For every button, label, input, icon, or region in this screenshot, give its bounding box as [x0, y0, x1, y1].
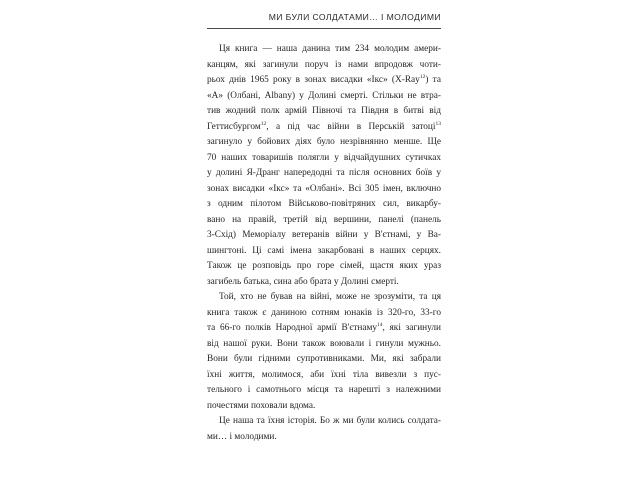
text-line: Геттисбургом$^{12}$, а під час війни в Перській затоці$^{13}$ [207, 120, 441, 132]
text-line: у долині Я-Дранг напередодні та після основних боїв у [207, 168, 441, 178]
running-header: МИ БУЛИ СОЛДАТАМИ… І МОЛОДИМИ [268, 12, 441, 22]
text-line: рьох днів 1965 року в зонах висадки «Ікс» (X-Ray$^{12}$) та [207, 73, 441, 85]
text-line: з одним пілотом Військово-повітряних сил, викарбу- [207, 199, 441, 209]
text-line: загибель батька, сина або брата у Долині смерті. [207, 276, 399, 287]
text-line: ми… і молодими. [207, 431, 277, 442]
text-line: від нашої руки. Вони також воювали і гинули мужньо. [207, 338, 441, 349]
text-line: тив жодний полк армій Півночі та Півдня в битві від [207, 106, 441, 116]
footnote-marker: 14 [377, 321, 383, 328]
text-line: канцям, які загинули поруч із нами впродовж чоти- [207, 59, 441, 70]
paragraph-1 [207, 42, 441, 290]
paragraph-3 [207, 414, 441, 445]
text-line: тельного і самотнього місця та нарешті з належними [207, 385, 441, 395]
text-line: Ця книга — наша данина тим 234 молодим амери- [219, 44, 441, 54]
text-line: вано на правій, третій від вершини, панелі (панель [207, 214, 441, 225]
text-line: їхні життя, молимося, аби їхні тіла вивезли з пус- [207, 369, 441, 380]
text-line: Також це розповідь про горе сімей, щастя яких ураз [207, 261, 441, 271]
body-text [207, 42, 441, 445]
text-line: книга також є даниною сотням юнаків із 320-го, 33-го [207, 307, 441, 318]
text-line: Той, хто не бував на війні, може не зрозуміти, та ця [219, 292, 441, 302]
paragraph-2 [207, 290, 441, 414]
text-line: 70 наших товаришів полягли у відчайдушних сутичках [207, 152, 441, 163]
header-rule [207, 28, 441, 29]
footnote-marker: 12 [260, 120, 267, 127]
text-line: шингтоні. Ці самі імена закарбовані в наших серцях. [207, 245, 441, 256]
text-line: «А» (Олбані, Albany) у Долині смерті. Стільки не втра- [207, 90, 441, 101]
text-line: 3-Схід) Меморіалу ветеранів війни у В'єтнамі, у Ва- [207, 230, 441, 240]
text-line: Це наша та їхня історія. Бо ж ми були колись солдата- [219, 416, 441, 426]
text-line: Вони були гідними супротивниками. Ми, які забрали [207, 354, 441, 364]
text-line: зонах висадки «Ікс» та «Олбані». Всі 305 імен, включно [207, 183, 441, 194]
text-line: загинуло у бойових діях було незрівнянно менше. Ще [207, 137, 441, 147]
text-line: та 66-го полків Народної армії В'єтнаму$^{14}$, які загинули [207, 321, 441, 333]
text-line: почестями поховали вдома. [207, 400, 316, 411]
footnote-marker: 12 [419, 73, 426, 80]
footnote-marker: 13 [435, 120, 441, 127]
